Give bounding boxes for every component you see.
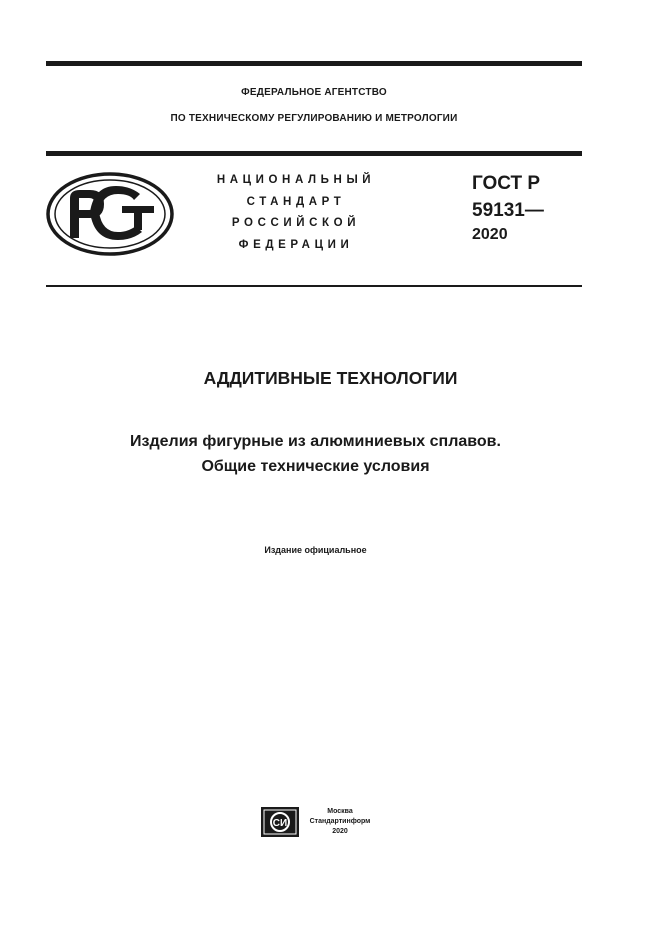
- standard-designation: [472, 170, 544, 246]
- designation-year: 2020: [472, 226, 508, 243]
- standard-word-2: СТАНДАРТ: [246, 195, 346, 208]
- publisher-logo-text: СИ: [272, 818, 288, 829]
- publisher-block: [306, 807, 374, 837]
- standartinform-icon: [261, 807, 299, 837]
- standard-word-4: ФЕДЕРАЦИИ: [238, 238, 354, 251]
- rst-gost-emblem-icon: [46, 172, 174, 256]
- designation-number: 59131—: [472, 200, 544, 221]
- subtitle-line-1: Изделия фигурные из алюминиевых сплавов.: [130, 433, 501, 450]
- publisher-name: Стандартинформ: [309, 818, 371, 825]
- top-rule: [46, 61, 582, 66]
- agency-name-line-2: ПО ТЕХНИЧЕСКОМУ РЕГУЛИРОВАНИЮ И МЕТРОЛОГИИ: [170, 113, 458, 124]
- middle-rule: [46, 151, 582, 156]
- standard-word-1: НАЦИОНАЛЬНЫЙ: [216, 174, 376, 186]
- bottom-rule: [46, 285, 582, 287]
- subtitle-line-2: Общие технические условия: [201, 458, 430, 475]
- standard-word-3: РОССИЙСКОЙ: [231, 217, 361, 229]
- national-standard-block: [198, 170, 394, 256]
- document-subtitle: [0, 429, 631, 479]
- publisher-city: Москва: [327, 808, 353, 815]
- document-title: АДДИТИВНЫЕ ТЕХНОЛОГИИ: [203, 368, 458, 388]
- agency-name-line-1: ФЕДЕРАЛЬНОЕ АГЕНТСТВО: [241, 87, 387, 98]
- publisher-year: 2020: [332, 828, 348, 835]
- designation-prefix: ГОСТ Р: [472, 173, 541, 194]
- edition-label: Издание официальное: [264, 545, 367, 555]
